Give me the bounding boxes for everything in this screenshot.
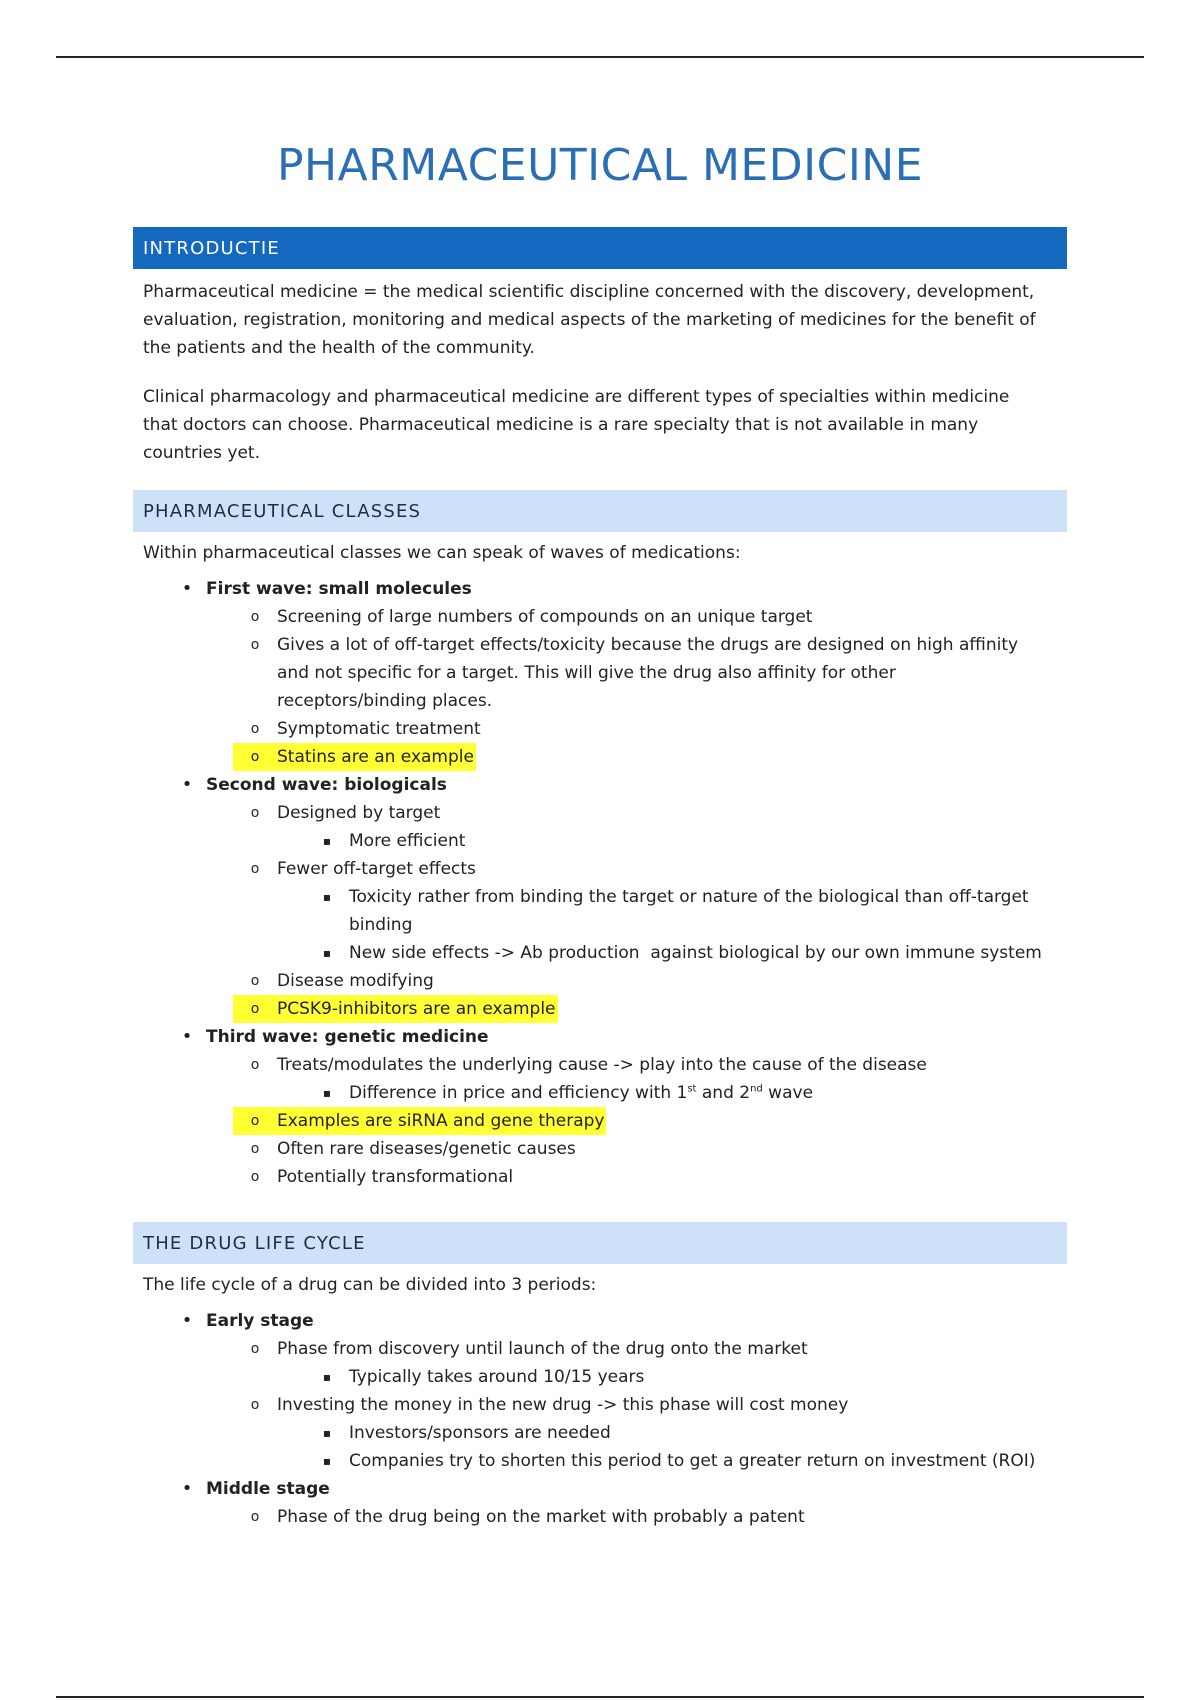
bullet-icon: • (181, 578, 193, 599)
list-item: o Investing the money in the new drug -> this phase will cost money (143, 1391, 1063, 1419)
page-title: PHARMACEUTICAL MEDICINE (276, 140, 924, 191)
list-item: o Designed by target (143, 799, 1063, 827)
circle-bullet-icon: o (250, 1509, 260, 1525)
list-item: o Often rare diseases/genetic causes (143, 1135, 1063, 1163)
highlighted-list-item: o PCSK9-inhibitors are an example (143, 995, 1063, 1023)
circle-bullet-icon: o (250, 861, 260, 877)
list-item: o Symptomatic treatment (143, 715, 1063, 743)
list-item: ▪ New side effects -> Ab production against biological by our own immune system (143, 939, 1063, 967)
bottom-rule (56, 1696, 1144, 1698)
section-heading-introductie: INTRODUCTIE (133, 227, 1067, 269)
list-item: • Second wave: biologicals (143, 771, 1063, 799)
highlighted-list-item: o Examples are siRNA and gene therapy (143, 1107, 1063, 1135)
bullet-icon: • (181, 774, 193, 795)
bullet-icon: • (181, 1026, 193, 1047)
square-bullet-icon: ▪ (322, 946, 332, 960)
circle-bullet-icon: o (233, 995, 277, 1023)
square-bullet-icon: ▪ (322, 1370, 332, 1384)
square-bullet-icon: ▪ (322, 1086, 332, 1100)
circle-bullet-icon: o (250, 1397, 260, 1413)
circle-bullet-icon: o (250, 637, 260, 653)
list-item: ▪ Typically takes around 10/15 years (143, 1363, 1063, 1391)
list-item: o Disease modifying (143, 967, 1063, 995)
lifecycle-list (143, 1307, 1063, 1531)
list-item: ▪ Difference in price and efficiency with 1st and 2nd wave (143, 1079, 1063, 1107)
circle-bullet-icon: o (250, 1169, 260, 1185)
square-bullet-icon: ▪ (322, 1454, 332, 1468)
list-item: ▪ More efficient (143, 827, 1063, 855)
circle-bullet-icon: o (250, 1141, 260, 1157)
list-item: • Third wave: genetic medicine (143, 1023, 1063, 1051)
circle-bullet-icon: o (250, 805, 260, 821)
intro-paragraph-2: Clinical pharmacology and pharmaceutical medicine are different types of specialties within medicine that doctors can choose. Pharmaceutical medicine is a rare specialty that is not available in many countries yet. (143, 387, 1010, 463)
circle-bullet-icon: o (250, 1057, 260, 1073)
list-item: ▪ Companies try to shorten this period to get a greater return on investment (ROI) (143, 1447, 1063, 1475)
circle-bullet-icon: o (250, 973, 260, 989)
section-heading-pharmaceutical-classes: PHARMACEUTICAL CLASSES (133, 490, 1067, 532)
lifecycle-intro: The life cycle of a drug can be divided into 3 periods: (143, 1275, 597, 1295)
list-item: o Potentially transformational (143, 1163, 1063, 1191)
intro-paragraph-1: Pharmaceutical medicine = the medical scientific discipline concerned with the discovery, development, evaluation, registration, monitoring and medical aspects of the marketing of medicines for the benefit of the patients and the health of the community. (143, 282, 1036, 358)
square-bullet-icon: ▪ (322, 1426, 332, 1440)
circle-bullet-icon: o (250, 609, 260, 625)
waves-list (143, 575, 1063, 1191)
list-item: • Middle stage (143, 1475, 1063, 1503)
list-item: o Fewer off-target effects (143, 855, 1063, 883)
list-item: • Early stage (143, 1307, 1063, 1335)
list-item: o Phase from discovery until launch of the drug onto the market (143, 1335, 1063, 1363)
circle-bullet-icon: o (250, 1341, 260, 1357)
classes-intro: Within pharmaceutical classes we can speak of waves of medications: (143, 543, 741, 563)
top-rule (56, 56, 1144, 58)
list-item: o Screening of large numbers of compounds on an unique target (143, 603, 1063, 631)
circle-bullet-icon: o (250, 721, 260, 737)
square-bullet-icon: ▪ (322, 890, 332, 904)
square-bullet-icon: ▪ (322, 834, 332, 848)
list-item: o Gives a lot of off-target effects/toxicity because the drugs are designed on high affinity and not specific for a target. This will give the drug also affinity for other receptors/binding places. (143, 631, 1063, 715)
bullet-icon: • (181, 1478, 193, 1499)
list-item: • First wave: small molecules (143, 575, 1063, 603)
bullet-icon: • (181, 1310, 193, 1331)
list-item: ▪ Investors/sponsors are needed (143, 1419, 1063, 1447)
circle-bullet-icon: o (233, 743, 277, 771)
highlighted-list-item: o Statins are an example (143, 743, 1063, 771)
list-item: o Phase of the drug being on the market with probably a patent (143, 1503, 1063, 1531)
circle-bullet-icon: o (233, 1107, 277, 1135)
list-item: ▪ Toxicity rather from binding the target or nature of the biological than off-target binding (143, 883, 1063, 939)
section-heading-drug-life-cycle: THE DRUG LIFE CYCLE (133, 1222, 1067, 1264)
list-item: o Treats/modulates the underlying cause -> play into the cause of the disease (143, 1051, 1063, 1079)
